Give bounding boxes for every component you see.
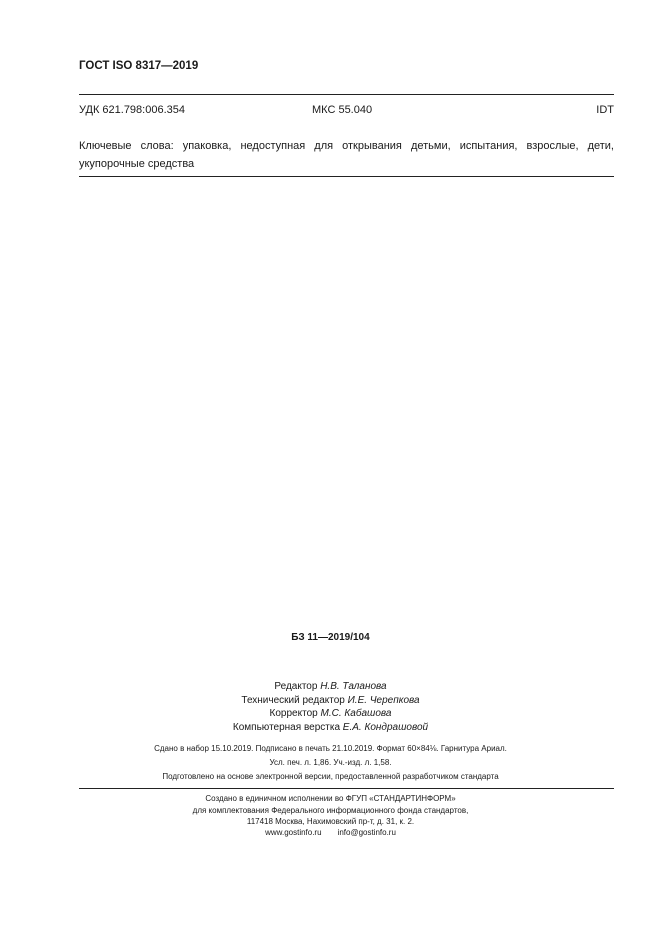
publisher-contacts: [0, 828, 661, 837]
divider-top: [79, 94, 614, 95]
credit-name: Н.В. Таланова: [320, 681, 387, 692]
divider-keywords: [79, 176, 614, 177]
print-info-line: Сдано в набор 15.10.2019. Подписано в печать 21.10.2019. Формат 60×84⅛. Гарнитура Ариал.: [154, 744, 507, 753]
credit-name: М.С. Кабашова: [320, 708, 392, 719]
credit-role: Технический редактор: [241, 694, 345, 706]
credit-role: Компьютерная верстка: [232, 721, 341, 733]
publisher-info: [0, 793, 661, 817]
print-info: [0, 742, 661, 769]
standard-designation: ГОСТ ISO 8317—2019: [79, 60, 199, 72]
publisher-address: 117418 Москва, Нахимовский пр-т, д. 31, к. 2.: [246, 817, 415, 826]
credit-role: Корректор: [269, 708, 318, 719]
credit-name: И.Е. Черепкова: [347, 694, 420, 706]
divider-bottom: [79, 788, 614, 789]
publisher-line: для комплектования Федерального информационного фонда стандартов,: [192, 806, 469, 815]
print-info-line: Усл. печ. л. 1,86. Уч.-изд. л. 1,58.: [269, 757, 392, 767]
publisher-line: Создано в единичном исполнении во ФГУП «СТАНДАРТИНФОРМ»: [205, 794, 456, 803]
mks-code: МКС 55.040: [312, 104, 373, 116]
credit-tech-editor: [0, 694, 661, 708]
credit-layout: [0, 721, 661, 735]
credit-proofreader: [0, 707, 661, 721]
email-link[interactable]: info@gostinfo.ru: [337, 828, 396, 837]
idt-label: IDT: [596, 104, 614, 116]
prepared-note: Подготовлено на основе электронной версии, предоставленной разработчиком стандарта: [162, 772, 499, 781]
credit-role: Редактор: [274, 681, 318, 692]
bz-number: БЗ 11—2019/104: [291, 632, 370, 643]
credits-block: [0, 680, 661, 734]
keywords-paragraph: Ключевые слова: упаковка, недоступная для открывания детьми, испытания, взрослые, дети, укупорочные средства: [79, 140, 614, 170]
website-link[interactable]: www.gostinfo.ru: [265, 828, 322, 837]
credit-name: Е.А. Кондрашовой: [342, 721, 429, 733]
credit-editor: [0, 680, 661, 694]
udk-code: УДК 621.798:006.354: [79, 104, 185, 116]
